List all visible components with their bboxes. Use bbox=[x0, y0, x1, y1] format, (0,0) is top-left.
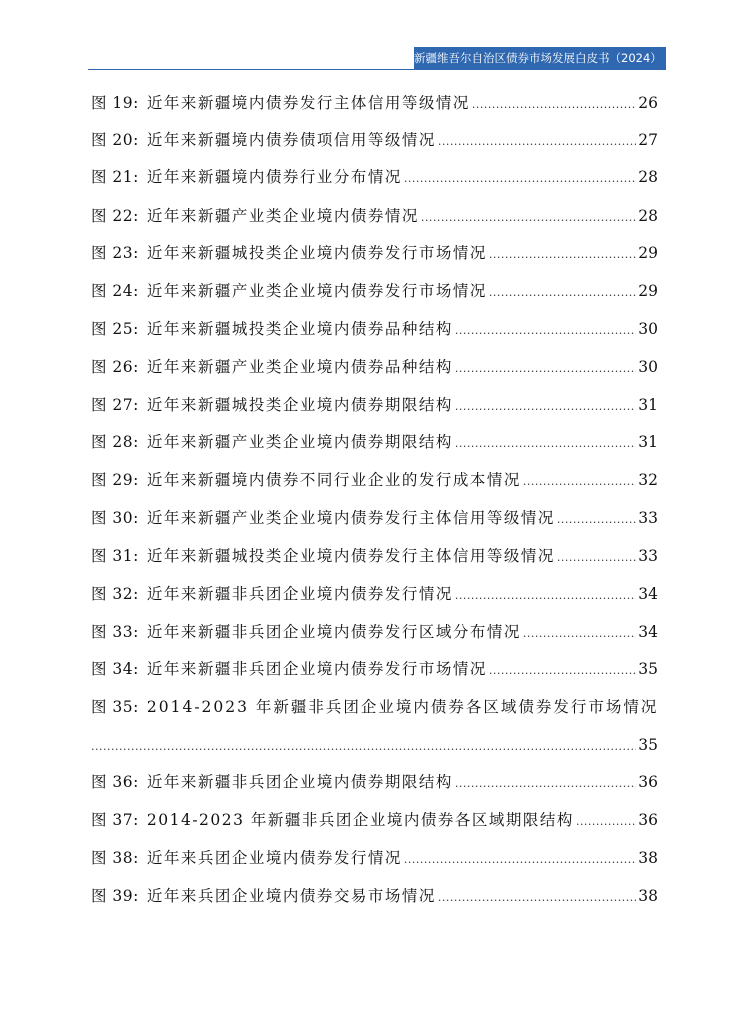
dot-leader bbox=[523, 621, 636, 647]
figure-title: 近年来新疆非兵团企业境内债券发行区域分布情况 bbox=[146, 623, 521, 641]
toc-entry[interactable] bbox=[91, 240, 658, 266]
figure-label: 图 33: bbox=[91, 623, 139, 641]
dot-leader bbox=[455, 318, 636, 344]
toc-entry[interactable] bbox=[91, 845, 658, 871]
toc-entry[interactable] bbox=[91, 127, 658, 153]
figure-label: 图 39: bbox=[91, 887, 139, 905]
page-number: 33 bbox=[638, 509, 658, 527]
page-number: 30 bbox=[638, 320, 658, 338]
figure-title: 近年来新疆产业类企业境内债券品种结构 bbox=[146, 358, 453, 376]
figure-title: 近年来新疆非兵团企业境内债券发行情况 bbox=[146, 585, 453, 603]
figure-label: 图 31: bbox=[91, 547, 139, 565]
figure-label: 图 34: bbox=[91, 660, 139, 678]
toc-entry[interactable] bbox=[91, 429, 658, 455]
dot-leader bbox=[557, 545, 636, 571]
figure-label: 图 23: bbox=[91, 244, 139, 262]
running-header: 新疆维吾尔自治区债券市场发展白皮书（2024） bbox=[414, 47, 666, 69]
page-number: 36 bbox=[638, 811, 658, 829]
figure-label: 图 19: bbox=[91, 94, 139, 112]
page-number: 34 bbox=[638, 623, 658, 641]
figure-label: 图 30: bbox=[91, 509, 139, 527]
page-number: 31 bbox=[638, 433, 658, 451]
figure-title: 近年来新疆产业类企业境内债券发行主体信用等级情况 bbox=[146, 509, 555, 527]
page-number: 27 bbox=[638, 131, 658, 149]
figure-title: 近年来新疆产业类企业境内债券情况 bbox=[146, 207, 419, 225]
figure-title: 近年来新疆城投类企业境内债券发行主体信用等级情况 bbox=[146, 547, 555, 565]
dot-leader bbox=[455, 583, 636, 609]
page-number: 31 bbox=[638, 396, 658, 414]
toc-entry[interactable] bbox=[91, 769, 658, 795]
toc-entry[interactable] bbox=[91, 505, 658, 531]
dot-leader bbox=[421, 205, 636, 231]
page-number: 38 bbox=[638, 887, 658, 905]
figure-title: 近年来新疆非兵团企业境内债券期限结构 bbox=[146, 773, 453, 791]
toc-entry[interactable] bbox=[91, 807, 658, 833]
figure-title: 近年来新疆境内债券发行主体信用等级情况 bbox=[146, 94, 470, 112]
toc-entry[interactable] bbox=[91, 392, 658, 418]
figure-title: 近年来新疆非兵团企业境内债券发行市场情况 bbox=[146, 660, 487, 678]
figure-title: 近年来新疆境内债券不同行业企业的发行成本情况 bbox=[146, 471, 521, 489]
figure-title: 近年来新疆产业类企业境内债券期限结构 bbox=[146, 433, 453, 451]
toc-entry-continuation[interactable] bbox=[91, 732, 658, 758]
figure-label: 图 37: bbox=[91, 811, 139, 829]
page-number: 34 bbox=[638, 585, 658, 603]
page-number: 33 bbox=[638, 547, 658, 565]
page-number: 35 bbox=[638, 660, 658, 678]
dot-leader bbox=[455, 356, 636, 382]
toc-entry[interactable] bbox=[91, 164, 658, 190]
dot-leader bbox=[489, 658, 636, 684]
figure-label: 图 36: bbox=[91, 773, 139, 791]
page-number: 26 bbox=[638, 94, 658, 112]
figure-label: 图 32: bbox=[91, 585, 139, 603]
toc-entry[interactable] bbox=[91, 278, 658, 304]
page-number: 32 bbox=[638, 471, 658, 489]
figure-title: 近年来新疆境内债券债项信用等级情况 bbox=[146, 131, 436, 149]
toc-entry[interactable] bbox=[91, 581, 658, 607]
dot-leader bbox=[91, 734, 636, 760]
toc-entry[interactable] bbox=[91, 656, 658, 682]
figure-label: 图 35: bbox=[91, 698, 139, 716]
dot-leader bbox=[438, 885, 636, 911]
figure-title: 近年来兵团企业境内债券交易市场情况 bbox=[146, 887, 436, 905]
dot-leader bbox=[404, 847, 636, 873]
figure-label: 图 21: bbox=[91, 168, 139, 186]
dot-leader bbox=[455, 394, 636, 420]
figure-label: 图 20: bbox=[91, 131, 139, 149]
toc-entry[interactable] bbox=[91, 203, 658, 229]
dot-leader bbox=[489, 242, 636, 268]
page-number: 29 bbox=[638, 244, 658, 262]
header-rule bbox=[88, 69, 666, 70]
figure-label: 图 26: bbox=[91, 358, 139, 376]
dot-leader bbox=[557, 507, 636, 533]
page-number: 35 bbox=[638, 736, 658, 754]
dot-leader bbox=[576, 809, 636, 835]
dot-leader bbox=[438, 129, 636, 155]
dot-leader bbox=[455, 431, 636, 457]
figure-title: 近年来新疆城投类企业境内债券期限结构 bbox=[146, 396, 453, 414]
toc-entry[interactable] bbox=[91, 619, 658, 645]
dot-leader bbox=[489, 280, 636, 306]
toc-entry[interactable] bbox=[91, 467, 658, 493]
figure-title: 近年来新疆城投类企业境内债券发行市场情况 bbox=[146, 244, 487, 262]
dot-leader bbox=[472, 92, 636, 118]
figure-label: 图 24: bbox=[91, 282, 139, 300]
figure-title: 近年来新疆产业类企业境内债券发行市场情况 bbox=[146, 282, 487, 300]
figure-title: 2014-2023 年新疆非兵团企业境内债券各区域期限结构 bbox=[146, 811, 574, 829]
toc-entry[interactable] bbox=[91, 354, 658, 380]
figure-label: 图 38: bbox=[91, 849, 139, 867]
toc-entry[interactable] bbox=[91, 90, 658, 116]
page-number: 28 bbox=[638, 207, 658, 225]
figure-label: 图 29: bbox=[91, 471, 139, 489]
figure-title: 近年来兵团企业境内债券发行情况 bbox=[146, 849, 402, 867]
toc-entry[interactable] bbox=[91, 883, 658, 909]
toc-entry[interactable] bbox=[91, 316, 658, 342]
page-number: 38 bbox=[638, 849, 658, 867]
figure-title: 近年来新疆城投类企业境内债券品种结构 bbox=[146, 320, 453, 338]
dot-leader bbox=[523, 469, 636, 495]
page-number: 36 bbox=[638, 773, 658, 791]
page-number: 28 bbox=[638, 168, 658, 186]
toc-entry[interactable] bbox=[91, 543, 658, 569]
figure-title: 近年来新疆境内债券行业分布情况 bbox=[146, 168, 402, 186]
dot-leader bbox=[455, 771, 636, 797]
figure-label: 图 28: bbox=[91, 433, 139, 451]
figure-title: 2014-2023 年新疆非兵团企业境内债券各区域债券发行市场情况 bbox=[146, 698, 659, 716]
page-number: 29 bbox=[638, 282, 658, 300]
figure-label: 图 27: bbox=[91, 396, 139, 414]
page-number: 30 bbox=[638, 358, 658, 376]
figure-label: 图 22: bbox=[91, 207, 139, 225]
figure-label: 图 25: bbox=[91, 320, 139, 338]
dot-leader bbox=[404, 166, 636, 192]
toc-entry[interactable] bbox=[91, 694, 658, 720]
